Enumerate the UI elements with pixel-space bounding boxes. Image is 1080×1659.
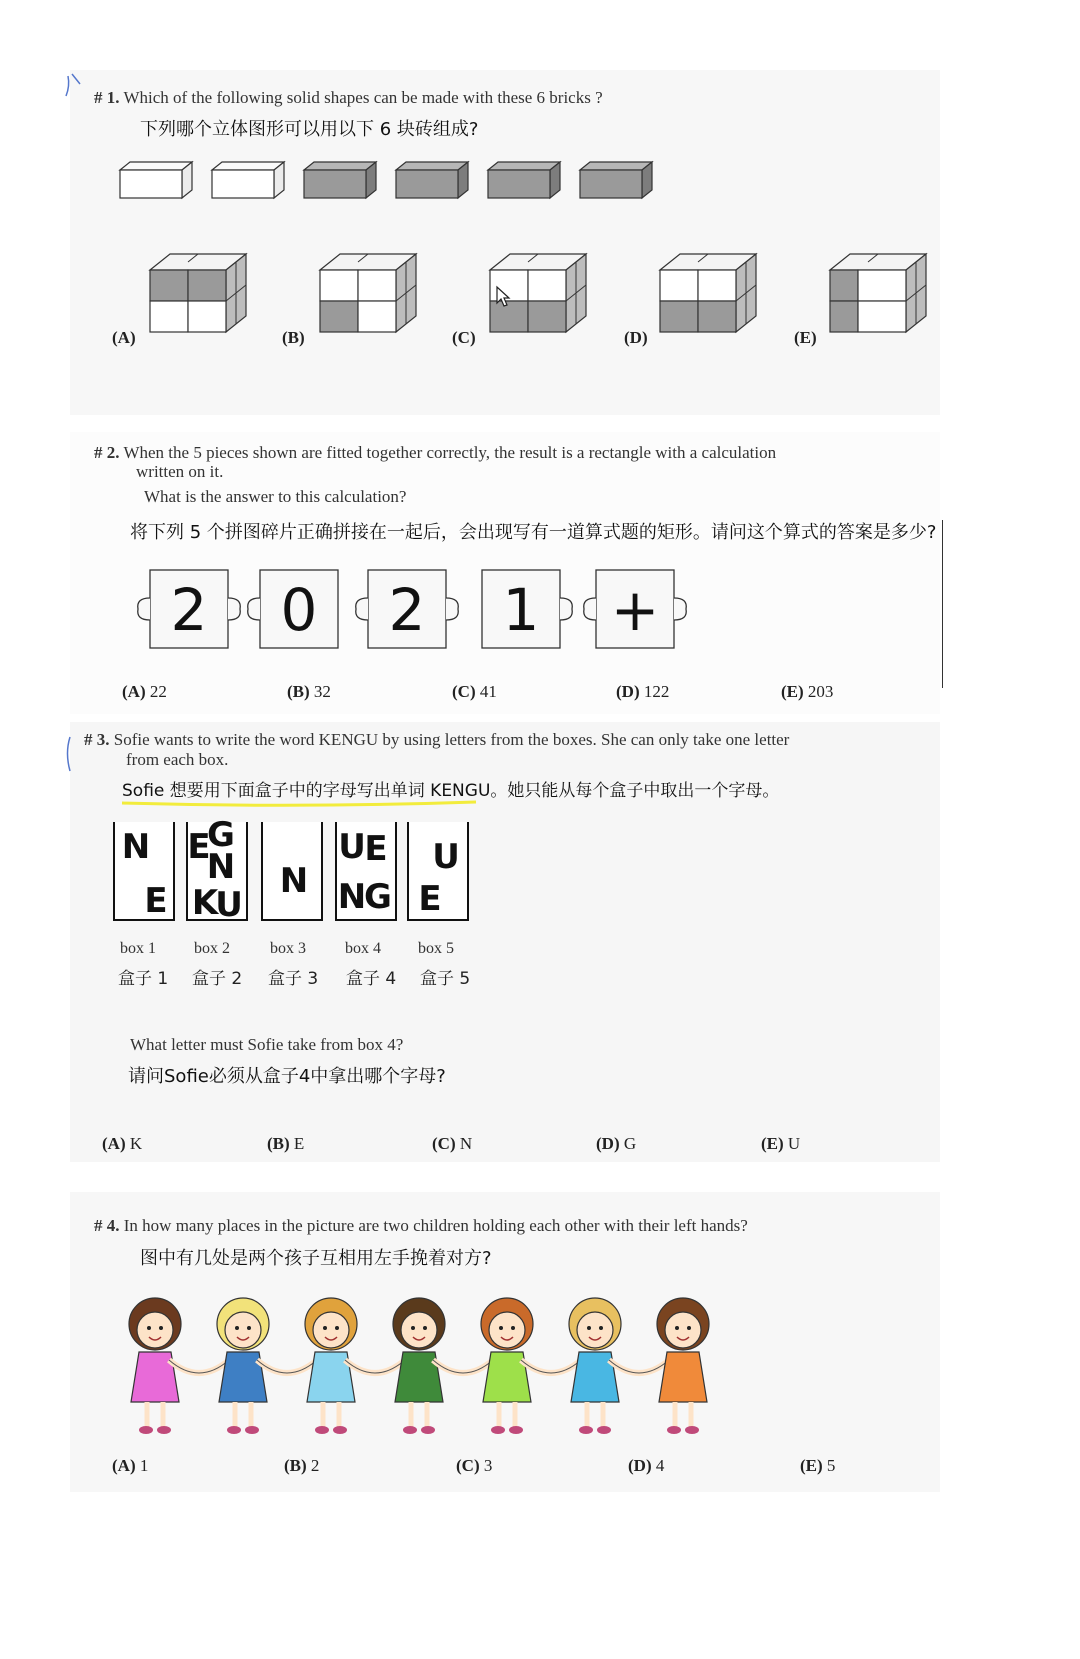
q3-text-en-1: Sofie wants to write the word KENGU by using letters from the boxes. She can only take one letter	[113, 730, 790, 749]
puzzle-piece-2-digit: 0	[280, 576, 318, 644]
brick-2	[212, 162, 284, 198]
q3-option-a[interactable]	[102, 1134, 142, 1154]
brick-5	[488, 162, 560, 198]
q4-option-a-letter: (A)	[112, 1456, 136, 1475]
child-1	[129, 1298, 229, 1434]
q3-option-a-letter: (A)	[102, 1134, 126, 1153]
q2-option-e-value: 203	[807, 682, 834, 701]
q2-puzzle-pieces	[130, 568, 730, 658]
q2-option-c-letter: (C)	[452, 682, 476, 701]
q3-text-en-2: from each box.	[126, 750, 229, 769]
q4-option-b-value: 2	[310, 1456, 320, 1475]
child-7	[657, 1298, 709, 1434]
q4-option-e[interactable]	[800, 1456, 835, 1476]
q3-option-c-value: N	[459, 1134, 473, 1153]
q1-text-en: Which of the following solid shapes can be made with these 6 bricks ?	[123, 88, 603, 107]
letter-box-3	[262, 822, 322, 920]
brick-4	[396, 162, 468, 198]
q2-option-e-letter: (E)	[781, 682, 804, 701]
solid-option-4	[660, 254, 756, 332]
puzzle-piece-1	[138, 570, 241, 648]
box-2-letter-4: K	[191, 883, 219, 923]
q3-question-en: What letter must Sofie take from box 4?	[130, 1035, 404, 1054]
q3-question-en-line1	[84, 730, 789, 750]
box-3-letter-1: N	[279, 861, 309, 901]
q2-text-en-3: What is the answer to this calculation?	[144, 487, 407, 506]
q4-option-e-value: 5	[826, 1456, 836, 1475]
q4-option-b[interactable]	[284, 1456, 319, 1476]
letter-box-2	[187, 815, 247, 925]
q3-box5-label: box 5	[418, 940, 454, 957]
letter-box-1	[114, 822, 174, 921]
q1-option-b-label[interactable]: (B)	[282, 328, 305, 347]
child-6	[569, 1298, 669, 1434]
box-2-letter-2: G	[207, 815, 235, 855]
q4-option-c[interactable]	[456, 1456, 492, 1476]
solid-option-1	[150, 254, 246, 332]
q3-box2-label-zh: 盒子 2	[192, 969, 243, 989]
brick-3	[304, 162, 376, 198]
margin-pen-mark	[64, 72, 84, 102]
box-2-letter-1: E	[187, 827, 211, 867]
solid-option-5	[830, 254, 926, 332]
q3-box1-label: box 1	[120, 940, 156, 957]
q4-children-picture	[125, 1290, 745, 1440]
q3-question-zh: 请问Sofie必须从盒子4中拿出哪个字母?	[128, 1066, 446, 1087]
q2-option-a-letter: (A)	[122, 682, 146, 701]
q2-option-d[interactable]	[616, 682, 669, 702]
q3-highlight-underline	[120, 798, 480, 808]
q1-text-zh: 下列哪个立体图形可以用以下 6 块砖组成?	[140, 119, 479, 140]
q3-box1-label-zh: 盒子 1	[118, 969, 169, 989]
q3-box5-label-zh: 盒子 5	[420, 969, 471, 989]
q4-option-d-value: 4	[655, 1456, 665, 1475]
q4-number: # 4.	[94, 1216, 120, 1235]
puzzle-piece-1-digit: 2	[170, 576, 208, 644]
q3-option-e-value: U	[787, 1134, 801, 1153]
q4-question-en	[94, 1216, 748, 1236]
q3-option-b-value: E	[293, 1134, 305, 1153]
puzzle-piece-3	[356, 570, 459, 648]
box-2-letter-3: N	[206, 847, 236, 887]
box-5-letter-1: U	[432, 837, 460, 877]
q1-option-d-label[interactable]: (D)	[624, 328, 648, 347]
box-4-letter-3: N	[337, 877, 367, 917]
brick-1	[120, 162, 192, 198]
q3-box4-label-zh: 盒子 4	[346, 969, 397, 989]
q3-option-c[interactable]	[432, 1134, 472, 1154]
q2-option-b-letter: (B)	[287, 682, 310, 701]
q4-option-c-value: 3	[483, 1456, 493, 1475]
q3-box3-label: box 3	[270, 940, 306, 957]
q2-text-en-2: written on it.	[136, 462, 224, 481]
child-5	[481, 1298, 581, 1434]
q2-option-d-value: 122	[643, 682, 670, 701]
box-1-letter-2: E	[144, 881, 168, 921]
q3-letter-boxes	[110, 815, 480, 938]
q3-option-e-letter: (E)	[761, 1134, 784, 1153]
box-4-letter-1: U	[338, 827, 366, 867]
q3-option-e[interactable]	[761, 1134, 800, 1154]
q3-option-c-letter: (C)	[432, 1134, 456, 1153]
puzzle-piece-3-digit: 2	[388, 576, 426, 644]
q1-bricks	[120, 160, 680, 210]
q2-option-b-value: 32	[313, 682, 331, 701]
q2-option-c-value: 41	[479, 682, 497, 701]
child-3	[305, 1298, 405, 1434]
q3-box3-label-zh: 盒子 3	[268, 969, 319, 989]
margin-bracket-mark	[64, 735, 74, 775]
q3-option-b-letter: (B)	[267, 1134, 290, 1153]
q3-option-d[interactable]	[596, 1134, 636, 1154]
puzzle-piece-4-digit: 1	[502, 576, 540, 644]
q2-option-a[interactable]	[122, 682, 167, 702]
box-1-letter-1: N	[121, 827, 151, 867]
child-2	[217, 1298, 317, 1434]
q3-option-a-value: K	[129, 1134, 143, 1153]
q2-option-b[interactable]	[287, 682, 331, 702]
q3-option-d-value: G	[623, 1134, 637, 1153]
letter-box-5	[408, 822, 468, 920]
q4-option-d[interactable]	[628, 1456, 664, 1476]
q3-number: # 3.	[84, 730, 110, 749]
q1-number: # 1.	[94, 88, 120, 107]
puzzle-piece-5-digit: +	[610, 576, 660, 644]
puzzle-piece-4	[482, 570, 572, 648]
q3-box2-label: box 2	[194, 940, 230, 957]
q1-question-en	[94, 88, 603, 108]
q3-option-b[interactable]	[267, 1134, 304, 1154]
box-4-letter-4: G	[364, 877, 392, 917]
q1-option-e-label[interactable]: (E)	[794, 328, 817, 347]
box-4-letter-2: E	[364, 829, 388, 869]
letter-box-4	[336, 822, 396, 920]
q2-option-d-letter: (D)	[616, 682, 640, 701]
child-4	[393, 1298, 493, 1434]
q3-box4-label: box 4	[345, 940, 381, 957]
box-2-letter-5: U	[215, 885, 243, 925]
q2-question-en-line1	[94, 443, 776, 463]
q2-option-c[interactable]	[452, 682, 497, 702]
q4-text-zh: 图中有几处是两个孩子互相用左手挽着对方?	[140, 1248, 492, 1269]
brick-6	[580, 162, 652, 198]
q3-option-d-letter: (D)	[596, 1134, 620, 1153]
q2-text-en-1: When the 5 pieces shown are fitted together correctly, the result is a rectangle with a calculation	[123, 443, 777, 462]
q3-text-zh: Sofie 想要用下面盒子中的字母写出单词 KENGU。她只能从每个盒子中取出一个字母。	[122, 781, 780, 801]
vertical-rule	[942, 520, 943, 688]
q4-option-b-letter: (B)	[284, 1456, 307, 1475]
q4-option-e-letter: (E)	[800, 1456, 823, 1475]
q1-option-a-label[interactable]: (A)	[112, 328, 136, 347]
q2-option-e[interactable]	[781, 682, 833, 702]
q4-text-en: In how many places in the picture are two children holding each other with their left hands?	[123, 1216, 748, 1235]
q2-text-zh: 将下列 5 个拼图碎片正确拼接在一起后，会出现写有一道算式题的矩形。请问这个算式的答案是多少?	[130, 522, 937, 543]
box-5-letter-2: E	[418, 879, 442, 919]
q4-option-a-value: 1	[139, 1456, 149, 1475]
puzzle-piece-5	[584, 570, 687, 648]
q2-option-a-value: 22	[149, 682, 167, 701]
q4-option-c-letter: (C)	[456, 1456, 480, 1475]
q4-option-d-letter: (D)	[628, 1456, 652, 1475]
puzzle-piece-2	[248, 570, 338, 648]
q1-option-c-label[interactable]: (C)	[452, 328, 476, 347]
q2-number: # 2.	[94, 443, 120, 462]
solid-option-2	[320, 254, 416, 332]
q4-option-a[interactable]	[112, 1456, 148, 1476]
mouse-cursor-icon	[496, 286, 512, 308]
